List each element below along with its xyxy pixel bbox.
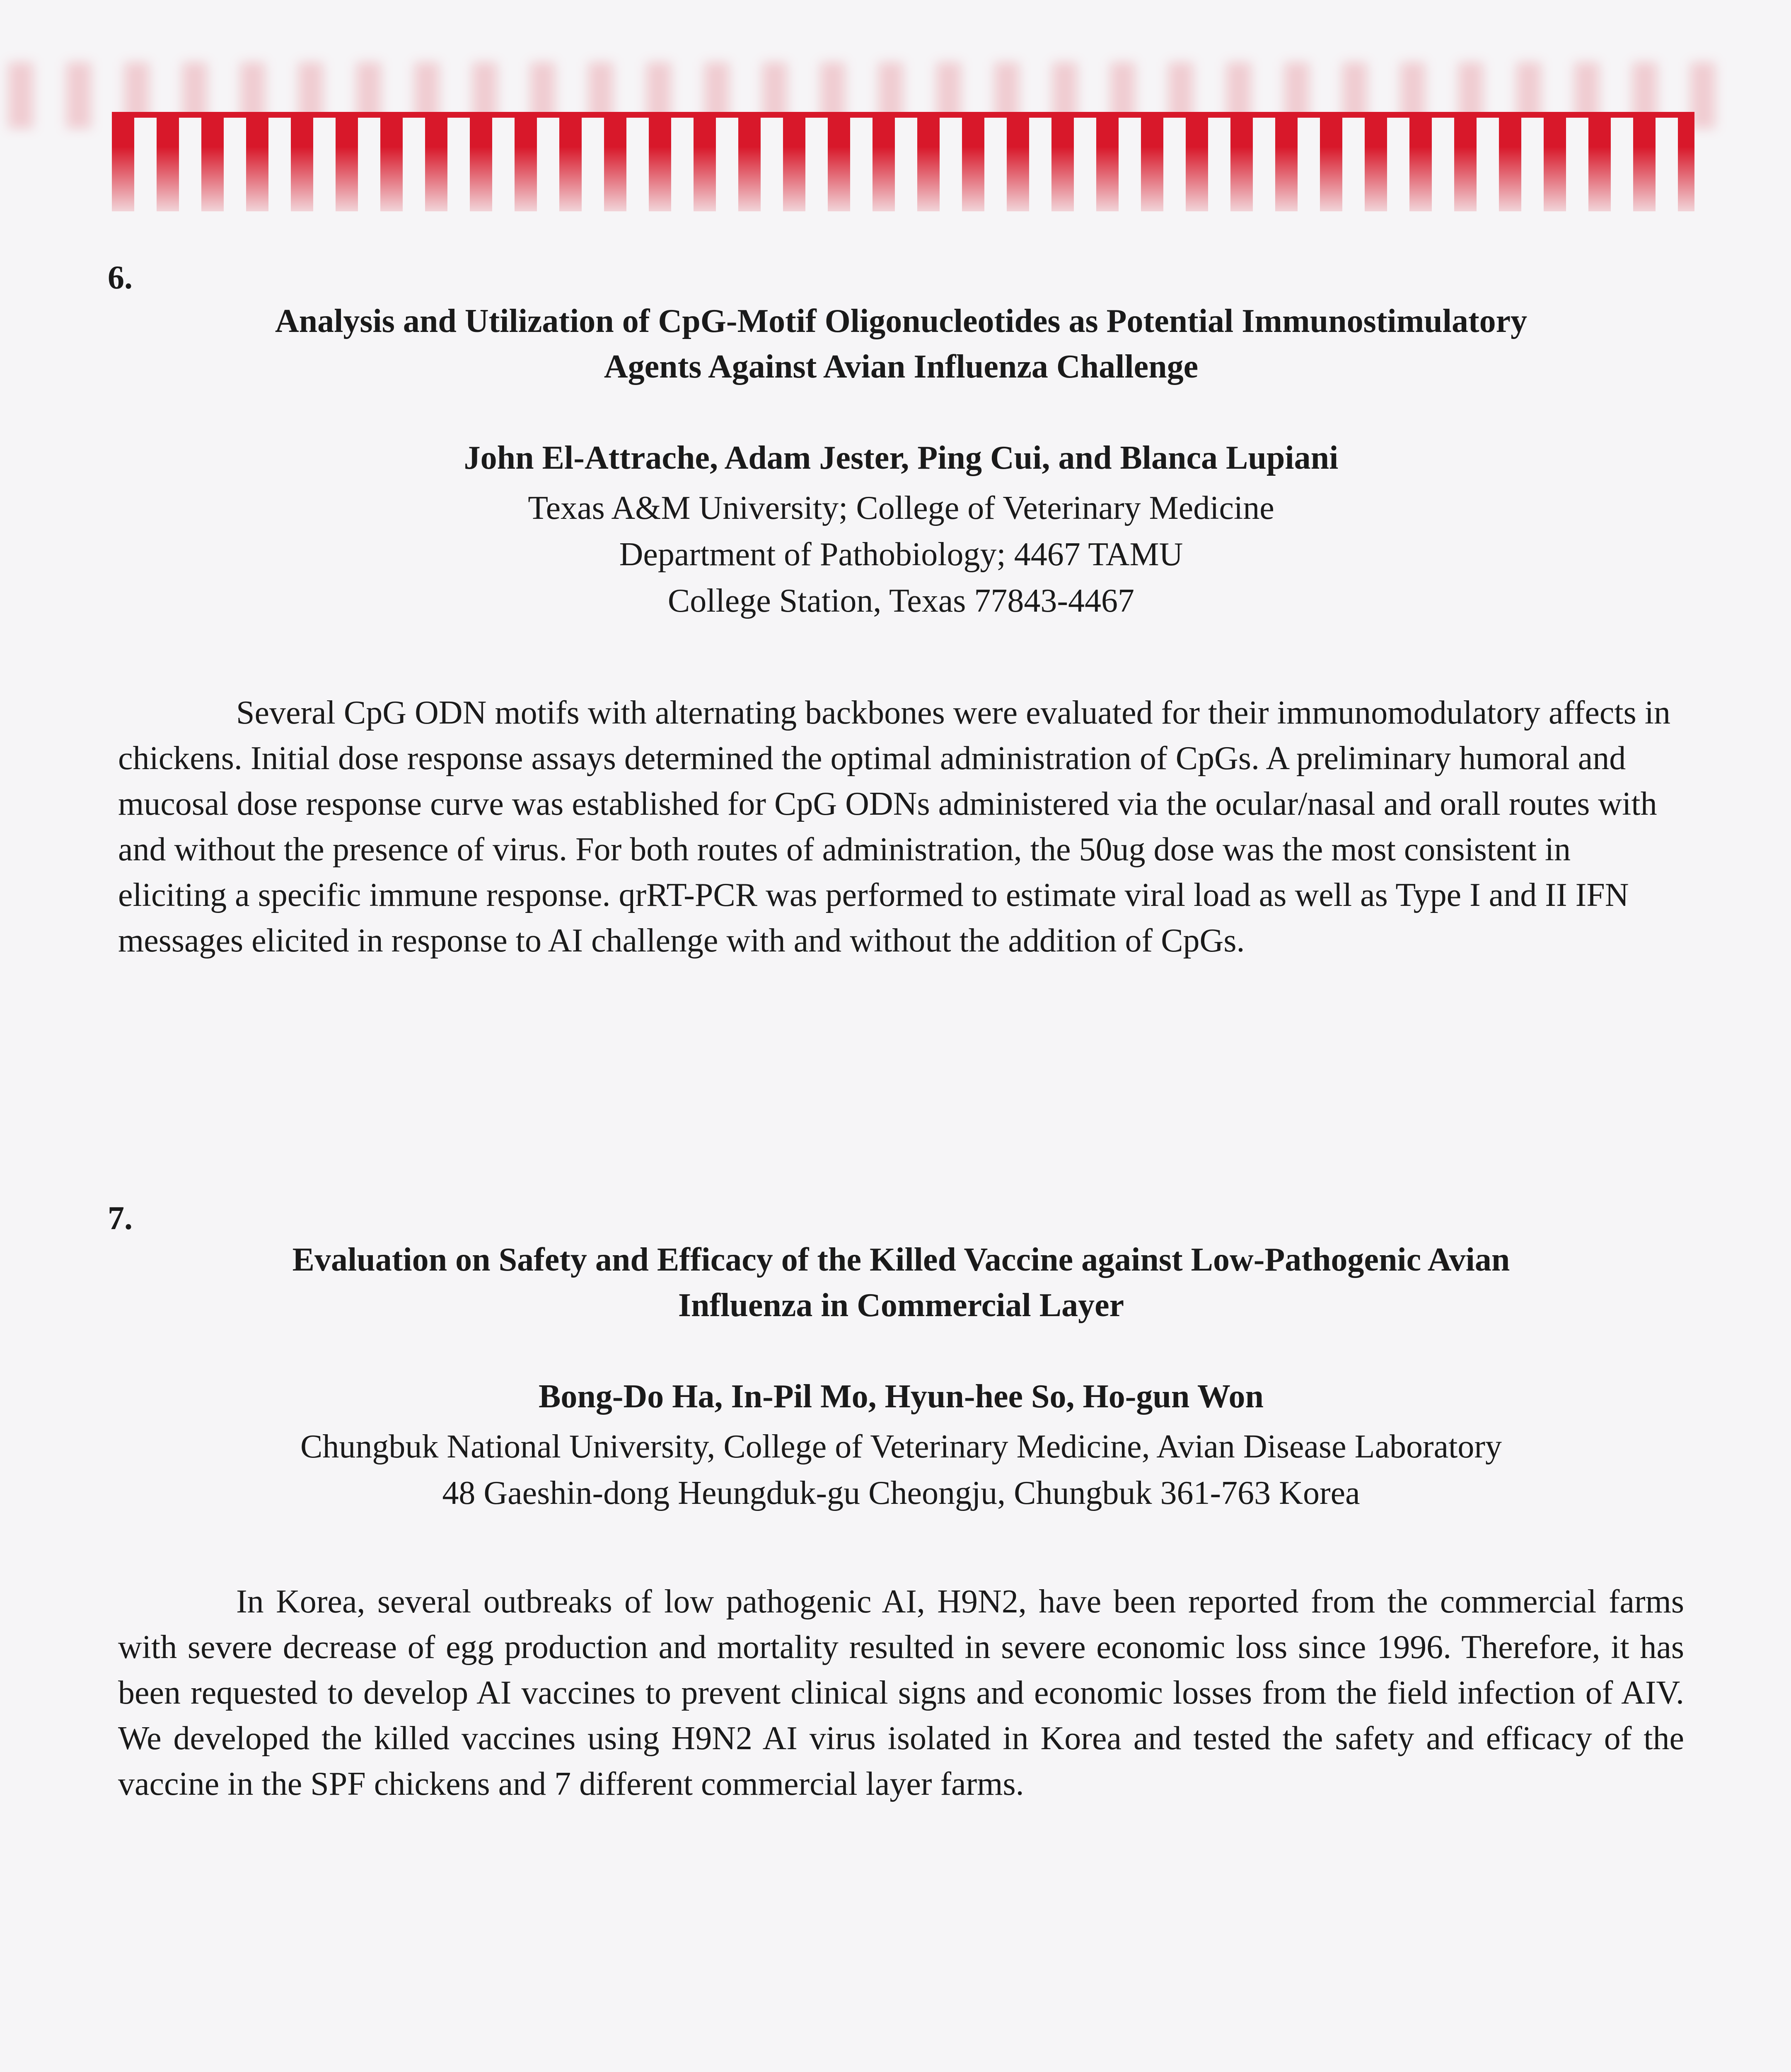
article-6-affiliation-line-1: Texas A&M University; College of Veterinary Medicine bbox=[528, 490, 1274, 526]
article-7-title-line-2: Influenza in Commercial Layer bbox=[678, 1287, 1124, 1324]
article-6-affiliation bbox=[124, 485, 1678, 624]
article-6-title-line-1: Analysis and Utilization of CpG-Motif Oligonucleotides as Potential Immunostimulatory bbox=[275, 303, 1528, 339]
article-6-affiliation-line-3: College Station, Texas 77843-4467 bbox=[667, 583, 1135, 619]
article-6-number: 6. bbox=[108, 259, 133, 296]
article-6-abstract-text: Several CpG ODN motifs with alternating backbones were evaluated for their immunomodulatory affects in chickens. Initial dose response assays determined the optimal administration of CpGs. A preliminary humoral and mucosal dose response curve was established for CpG ODNs administered via the ocular/nasal and orall routes with and without the presence of virus. For both routes of administration, the 50ug dose was the most consistent in eliciting a specific immune response. qrRT-PCR was performed to estimate viral load as well as Type I and II IFN messages elicited in response to AI challenge with and without the addition of CpGs. bbox=[118, 695, 1670, 959]
article-7-affiliation bbox=[124, 1423, 1678, 1516]
article-7-title bbox=[124, 1237, 1678, 1328]
article-7-title-line-1: Evaluation on Safety and Efficacy of the Killed Vaccine against Low-Pathogenic Avian bbox=[292, 1242, 1510, 1278]
header-banner bbox=[112, 112, 1694, 211]
article-6-title-line-2: Agents Against Avian Influenza Challenge bbox=[604, 349, 1199, 385]
article-7-affiliation-line-2: 48 Gaeshin-dong Heungduk-gu Cheongju, Chungbuk 361-763 Korea bbox=[442, 1475, 1360, 1511]
article-7-abstract-text: In Korea, several outbreaks of low pathogenic AI, H9N2, have been reported from the commercial farms with severe decrease of egg production and mortality resulted in severe economic loss since 1996. Therefore, it has been requested to develop AI vaccines to prevent clinical signs and economic losses from the field infection of AIV. We developed the killed vaccines using H9N2 AI virus isolated in Korea and tested the safety and efficacy of the vaccine in the SPF chickens and 7 different commercial layer farms. bbox=[118, 1583, 1684, 1802]
article-6-affiliation-line-2: Department of Pathobiology; 4467 TAMU bbox=[619, 536, 1183, 573]
article-6-abstract bbox=[118, 690, 1684, 963]
article-6-authors: John El-Attrache, Adam Jester, Ping Cui, and Blanca Lupiani bbox=[464, 440, 1339, 476]
article-7-number: 7. bbox=[108, 1200, 133, 1237]
article-7-authors: Bong-Do Ha, In-Pil Mo, Hyun-hee So, Ho-gun Won bbox=[539, 1378, 1264, 1415]
article-7-abstract bbox=[118, 1579, 1684, 1807]
article-6-title bbox=[124, 298, 1678, 390]
article-7-affiliation-line-1: Chungbuk National University, College of Veterinary Medicine, Avian Disease Laboratory bbox=[300, 1428, 1502, 1465]
header-banner-line bbox=[112, 112, 1694, 118]
